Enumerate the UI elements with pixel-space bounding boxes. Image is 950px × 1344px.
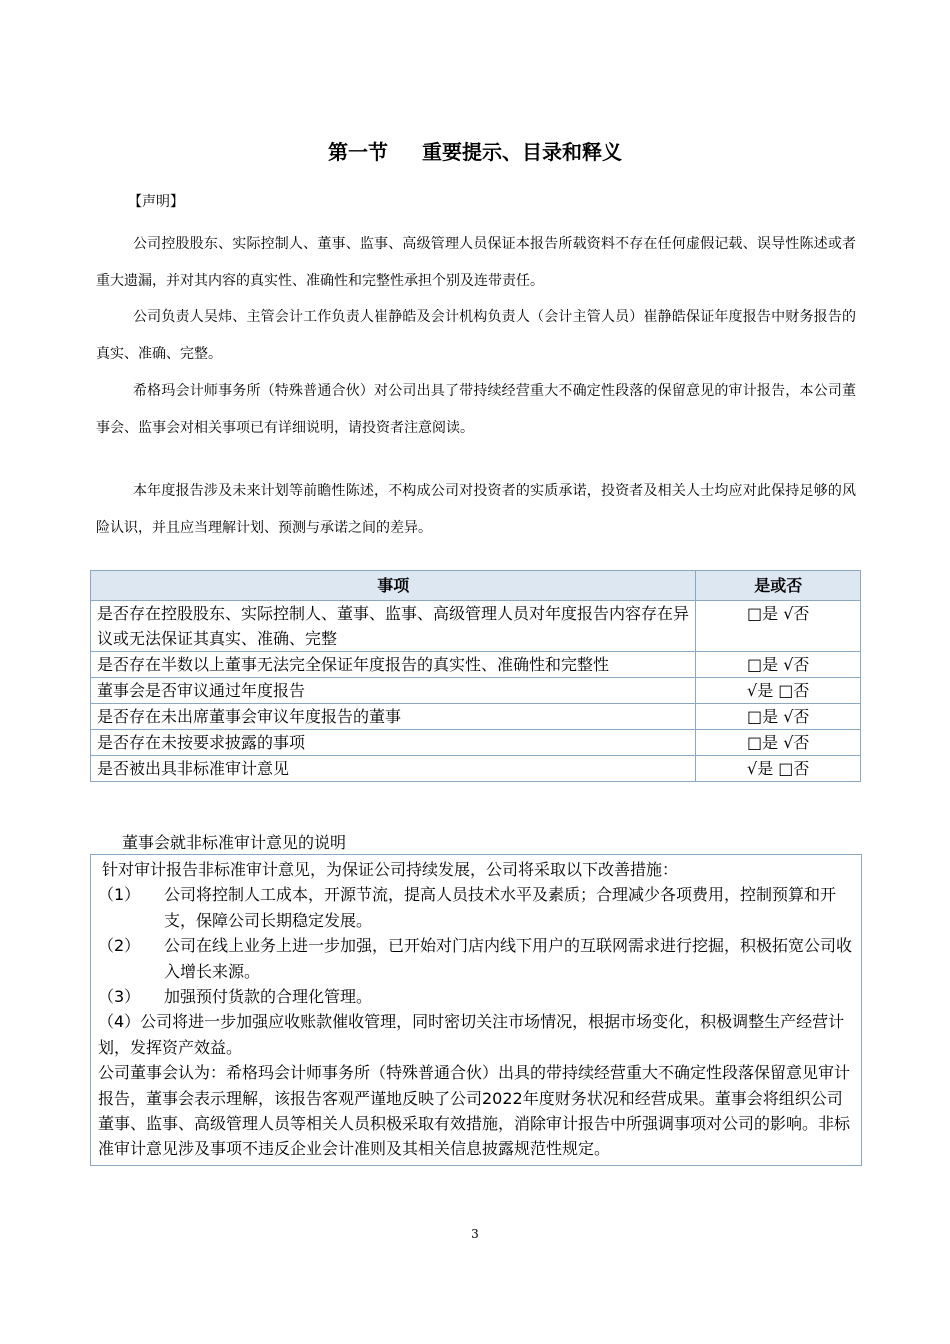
note-label: 董事会就非标准审计意见的说明 <box>122 833 347 852</box>
table-cell-answer: □是 √否 <box>696 704 861 730</box>
table-cell-answer: √是 □否 <box>696 678 861 704</box>
measure-text: 加强预付货款的合理化管理。 <box>164 987 373 1007</box>
table-row <box>91 678 861 704</box>
table-header-row <box>91 571 861 601</box>
declaration-label: 【声明】 <box>128 194 184 210</box>
table-header-item: 事项 <box>91 571 696 601</box>
note-conclusion: 公司董事会认为：希格玛会计师事务所（特殊普通合伙）出具的带持续经营重大不确定性段落保留意见审计报告，董事会表示理解，该报告客观严谨地反映了公司2022年度财务状况和经营成果。董事会将组织公司董事、监事、高级管理人员等相关人员积极采取有效措施，消除审计报告中所强调事项对公司的影响。非标准审计意见涉及事项不违反企业会计准则及其相关信息披露规范性规定。 <box>98 1063 851 1159</box>
table-cell-item: 是否存在未出席董事会审议年度报告的董事 <box>91 704 696 730</box>
table-row <box>91 730 861 756</box>
paragraph-responsibility: 公司控股股东、实际控制人、董事、监事、高级管理人员保证本报告所载资料不存在任何虚假记载、误导性陈述或者重大遗漏，并对其内容的真实性、准确性和完整性承担个别及连带责任。 <box>96 236 856 289</box>
table-row <box>91 601 861 652</box>
table-cell-item: 是否存在控股股东、实际控制人、董事、监事、高级管理人员对年度报告内容存在异议或无法保证其真实、准确、完整 <box>91 601 696 652</box>
table-cell-item: 董事会是否审议通过年度报告 <box>91 678 696 704</box>
table-row <box>91 652 861 678</box>
paragraph-financial-guarantee: 公司负责人吴炜、主管会计工作负责人崔静皓及会计机构负责人（会计主管人员）崔静皓保证年度报告中财务报告的真实、准确、完整。 <box>96 309 856 362</box>
table-cell-answer: √是 □否 <box>696 756 861 782</box>
table-cell-item: 是否被出具非标准审计意见 <box>91 756 696 782</box>
measure-number: （3） <box>98 987 141 1007</box>
measure-text: 公司将控制人工成本，开源节流，提高人员技术水平及素质；合理减少各项费用，控制预算和开支，保障公司长期稳定发展。 <box>164 885 837 930</box>
table-cell-answer: □是 √否 <box>696 601 861 652</box>
measure-item <box>98 882 854 933</box>
note-intro: 针对审计报告非标准审计意见，为保证公司持续发展，公司将采取以下改善措施： <box>102 860 679 879</box>
section-heading: 重要提示、目录和释义 <box>422 140 622 164</box>
matters-table <box>90 570 861 782</box>
table-row <box>91 756 861 782</box>
measure-number: （2） <box>98 936 141 956</box>
measure-item <box>98 933 854 984</box>
measure-item <box>98 984 854 1009</box>
table-cell-answer: □是 √否 <box>696 652 861 678</box>
paragraph-forward-looking: 本年度报告涉及未来计划等前瞻性陈述，不构成公司对投资者的实质承诺，投资者及相关人士均应对此保持足够的风险认识，并且应当理解计划、预测与承诺之间的差异。 <box>96 483 856 536</box>
section-title <box>0 136 950 165</box>
table-cell-item: 是否存在半数以上董事无法完全保证年度报告的真实性、准确性和完整性 <box>91 652 696 678</box>
paragraph-audit-opinion: 希格玛会计师事务所（特殊普通合伙）对公司出具了带持续经营重大不确定性段落的保留意见的审计报告，本公司董事会、监事会对相关事项已有详细说明，请投资者注意阅读。 <box>96 383 856 436</box>
table-row <box>91 704 861 730</box>
measure-number: （1） <box>98 885 141 905</box>
section-number: 第一节 <box>328 140 388 164</box>
note-box <box>90 854 862 1166</box>
table-cell-item: 是否存在未按要求披露的事项 <box>91 730 696 756</box>
page-number: 3 <box>471 1227 479 1241</box>
table-header-answer: 是或否 <box>696 571 861 601</box>
measure-text: 公司在线上业务上进一步加强，已开始对门店内线下用户的互联网需求进行挖掘，积极拓宽公司收入增长来源。 <box>164 936 853 981</box>
measure-four: （4）公司将进一步加强应收账款催收管理，同时密切关注市场情况，根据市场变化，积极调整生产经营计划，发挥资产效益。 <box>98 1012 845 1057</box>
table-cell-answer: □是 √否 <box>696 730 861 756</box>
